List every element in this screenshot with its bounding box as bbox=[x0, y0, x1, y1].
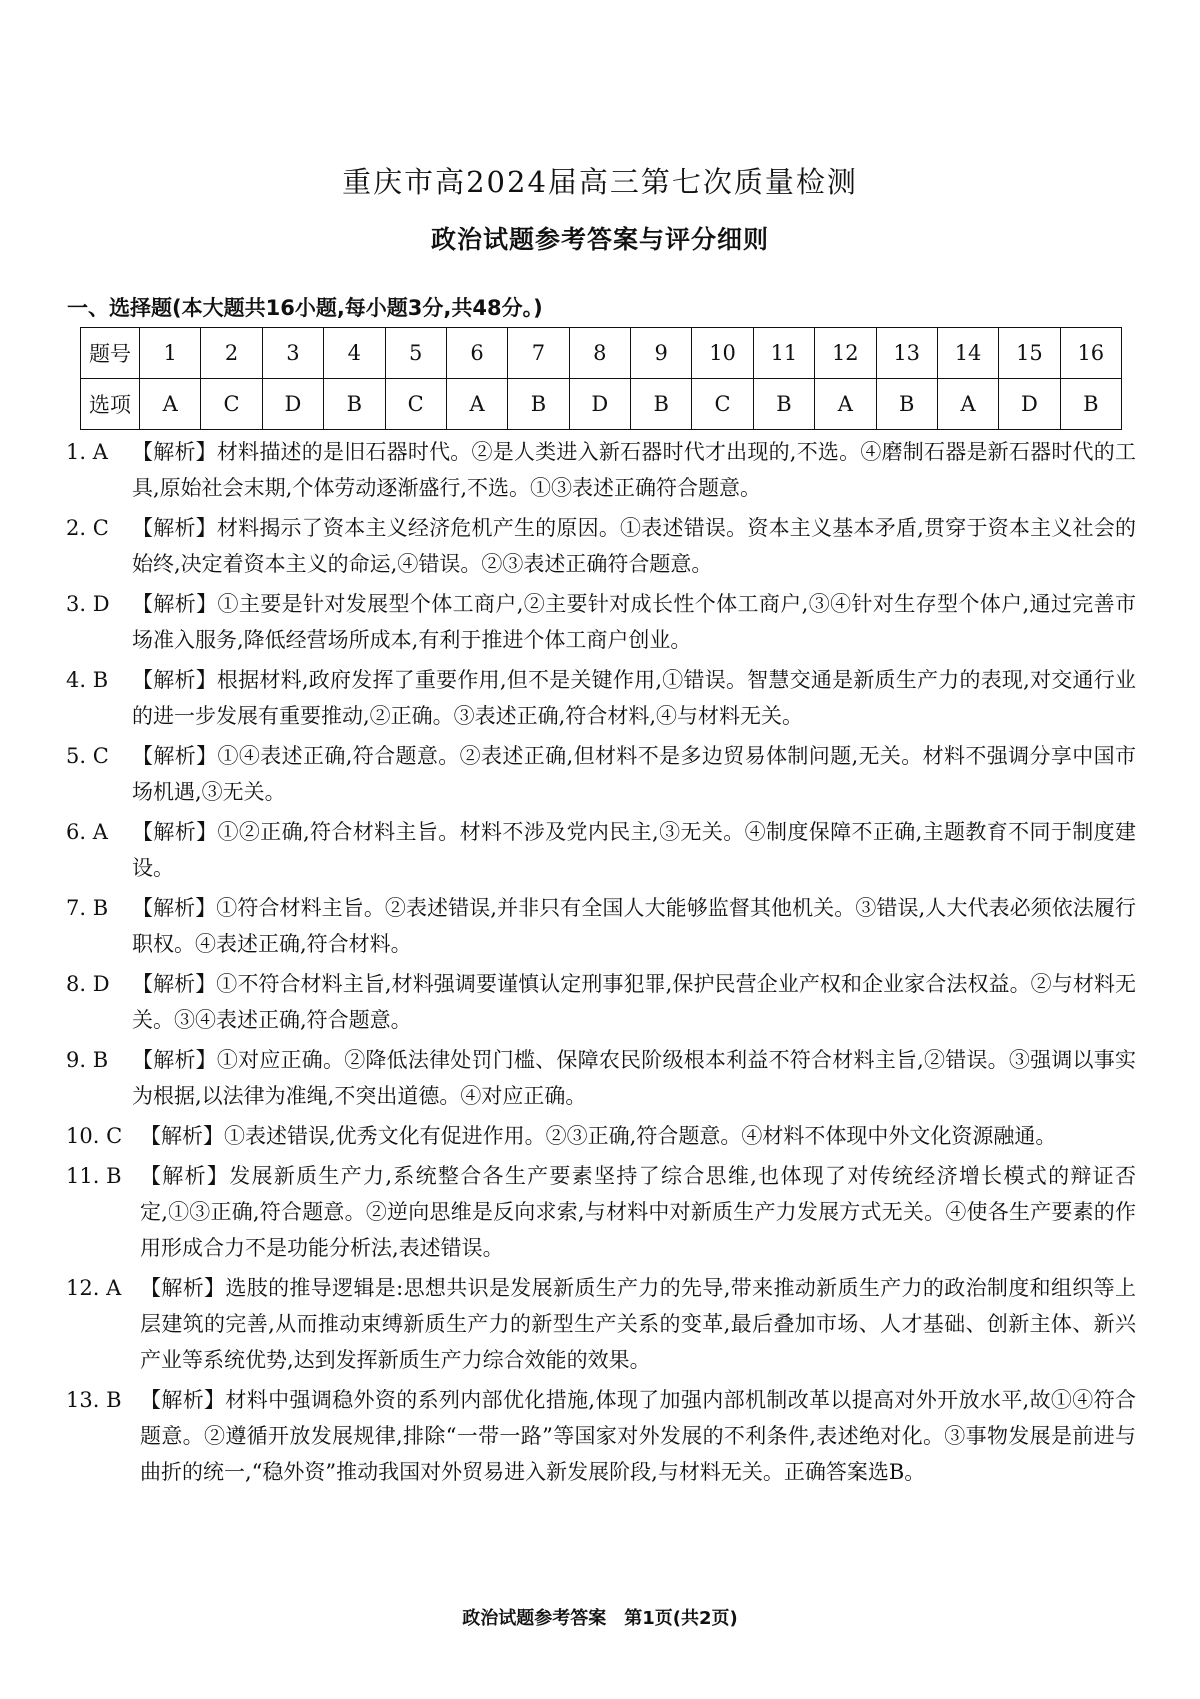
answer-item bbox=[66, 1042, 1136, 1114]
answer-item bbox=[66, 510, 1136, 582]
answer-explanation: 【解析】①表述错误,优秀文化有促进作用。②③正确,符合题意。④材料不体现中外文化资源融通。 bbox=[140, 1124, 1057, 1148]
table-cell-option: A bbox=[446, 379, 507, 430]
table-cell-option: D bbox=[569, 379, 630, 430]
answer-number: 4. B bbox=[66, 668, 109, 692]
page-footer: 政治试题参考答案 第1页(共2页) bbox=[462, 1608, 738, 1629]
table-cell-number: 8 bbox=[569, 328, 630, 379]
table-cell-option: B bbox=[1060, 379, 1121, 430]
table-cell-option: B bbox=[631, 379, 692, 430]
table-cell-option: A bbox=[815, 379, 876, 430]
table-cell-number: 15 bbox=[999, 328, 1060, 379]
answer-item bbox=[66, 662, 1136, 734]
row-label-number: 题号 bbox=[81, 328, 140, 379]
answer-explanation: 【解析】①主要是针对发展型个体工商户,②主要针对成长性个体工商户,③④针对生存型个体户,通过完善市场准入服务,降低经营场所成本,有利于推进个体工商户创业。 bbox=[132, 592, 1136, 652]
table-cell-option: B bbox=[876, 379, 937, 430]
answer-item bbox=[66, 1382, 1136, 1490]
table-cell-option: B bbox=[753, 379, 814, 430]
table-cell-number: 12 bbox=[815, 328, 876, 379]
answer-explanation: 【解析】①对应正确。②降低法律处罚门槛、保障农民阶级根本利益不符合材料主旨,②错误。③强调以事实为根据,以法律为准绳,不突出道德。④对应正确。 bbox=[132, 1048, 1136, 1108]
answer-number: 12. A bbox=[66, 1276, 122, 1300]
answer-number: 1. A bbox=[66, 440, 108, 464]
table-cell-number: 16 bbox=[1060, 328, 1121, 379]
answer-number: 13. B bbox=[66, 1388, 122, 1412]
answer-key-table bbox=[80, 327, 1122, 430]
answer-explanation: 【解析】材料揭示了资本主义经济危机产生的原因。①表述错误。资本主义基本矛盾,贯穿于资本主义社会的始终,决定着资本主义的命运,④错误。②③表述正确符合题意。 bbox=[132, 516, 1136, 576]
row-label-option: 选项 bbox=[81, 379, 140, 430]
answer-number: 3. D bbox=[66, 592, 110, 616]
table-cell-number: 3 bbox=[262, 328, 323, 379]
answer-item bbox=[66, 586, 1136, 658]
answer-explanation: 【解析】根据材料,政府发挥了重要作用,但不是关键作用,①错误。智慧交通是新质生产力的表现,对交通行业的进一步发展有重要推动,②正确。③表述正确,符合材料,④与材料无关。 bbox=[132, 668, 1136, 728]
answer-number: 11. B bbox=[66, 1164, 122, 1188]
answer-explanation: 【解析】材料中强调稳外资的系列内部优化措施,体现了加强内部机制改革以提高对外开放水平,故①④符合题意。②遵循开放发展规律,排除“一带一路”等国家对外发展的不利条件,表述绝对化。③事物发展是前进与曲折的统一,“稳外资”推动我国对外贸易进入新发展阶段,与材料无关。正确答案选B。 bbox=[140, 1388, 1136, 1484]
table-cell-option: A bbox=[140, 379, 201, 430]
answer-explanation: 【解析】发展新质生产力,系统整合各生产要素坚持了综合思维,也体现了对传统经济增长模式的辩证否定,①③正确,符合题意。②逆向思维是反向求索,与材料中对新质生产力发展方式无关。④使各生产要素的作用形成合力不是功能分析法,表述错误。 bbox=[140, 1164, 1136, 1260]
table-cell-number: 4 bbox=[324, 328, 385, 379]
answer-explanation: 【解析】①④表述正确,符合题意。②表述正确,但材料不是多边贸易体制问题,无关。材料不强调分享中国市场机遇,③无关。 bbox=[132, 744, 1136, 804]
table-cell-number: 7 bbox=[508, 328, 569, 379]
table-cell-number: 11 bbox=[753, 328, 814, 379]
table-cell-number: 2 bbox=[201, 328, 262, 379]
table-cell-option: B bbox=[508, 379, 569, 430]
answer-item bbox=[66, 1118, 1136, 1154]
answer-item bbox=[66, 738, 1136, 810]
page-subtitle: 政治试题参考答案与评分细则 bbox=[430, 225, 769, 254]
answer-item bbox=[66, 890, 1136, 962]
answer-explanation: 【解析】材料描述的是旧石器时代。②是人类进入新石器时代才出现的,不选。④磨制石器是新石器时代的工具,原始社会末期,个体劳动逐渐盛行,不选。①③表述正确符合题意。 bbox=[132, 440, 1136, 500]
answer-item bbox=[66, 434, 1136, 506]
answer-number: 7. B bbox=[66, 896, 109, 920]
table-cell-number: 1 bbox=[140, 328, 201, 379]
table-cell-number: 6 bbox=[446, 328, 507, 379]
answer-explanation: 【解析】①②正确,符合材料主旨。材料不涉及党内民主,③无关。④制度保障不正确,主题教育不同于制度建设。 bbox=[132, 820, 1136, 880]
answer-explanations bbox=[66, 434, 1136, 1494]
question-number-row bbox=[81, 328, 1122, 379]
answer-option-row bbox=[81, 379, 1122, 430]
table-cell-number: 13 bbox=[876, 328, 937, 379]
answer-explanation: 【解析】选肢的推导逻辑是:思想共识是发展新质生产力的先导,带来推动新质生产力的政治制度和组织等上层建筑的完善,从而推动束缚新质生产力的新型生产关系的变革,最后叠加市场、人才基础、创新主体、新兴产业等系统优势,达到发挥新质生产力综合效能的效果。 bbox=[140, 1276, 1136, 1372]
answer-number: 9. B bbox=[66, 1048, 109, 1072]
table-cell-option: C bbox=[201, 379, 262, 430]
answer-item bbox=[66, 1270, 1136, 1378]
table-cell-number: 10 bbox=[692, 328, 753, 379]
answer-item bbox=[66, 814, 1136, 886]
answer-number: 8. D bbox=[66, 972, 110, 996]
table-cell-option: D bbox=[262, 379, 323, 430]
table-cell-option: C bbox=[385, 379, 446, 430]
table-cell-number: 14 bbox=[937, 328, 998, 379]
table-cell-option: B bbox=[324, 379, 385, 430]
table-cell-number: 9 bbox=[631, 328, 692, 379]
answer-number: 2. C bbox=[66, 516, 109, 540]
page-title: 重庆市高2024届高三第七次质量检测 bbox=[342, 165, 858, 199]
section-heading: 一、选择题(本大题共16小题,每小题3分,共48分。) bbox=[67, 296, 543, 320]
answer-explanation: 【解析】①符合材料主旨。②表述错误,并非只有全国人大能够监督其他机关。③错误,人大代表必须依法履行职权。④表述正确,符合材料。 bbox=[132, 896, 1136, 956]
answer-explanation: 【解析】①不符合材料主旨,材料强调要谨慎认定刑事犯罪,保护民营企业产权和企业家合法权益。②与材料无关。③④表述正确,符合题意。 bbox=[132, 972, 1136, 1032]
table-cell-option: D bbox=[999, 379, 1060, 430]
table-cell-option: C bbox=[692, 379, 753, 430]
answer-number: 5. C bbox=[66, 744, 109, 768]
table-cell-option: A bbox=[937, 379, 998, 430]
answer-number: 10. C bbox=[66, 1124, 123, 1148]
table-cell-number: 5 bbox=[385, 328, 446, 379]
answer-item bbox=[66, 966, 1136, 1038]
answer-item bbox=[66, 1158, 1136, 1266]
answer-number: 6. A bbox=[66, 820, 108, 844]
